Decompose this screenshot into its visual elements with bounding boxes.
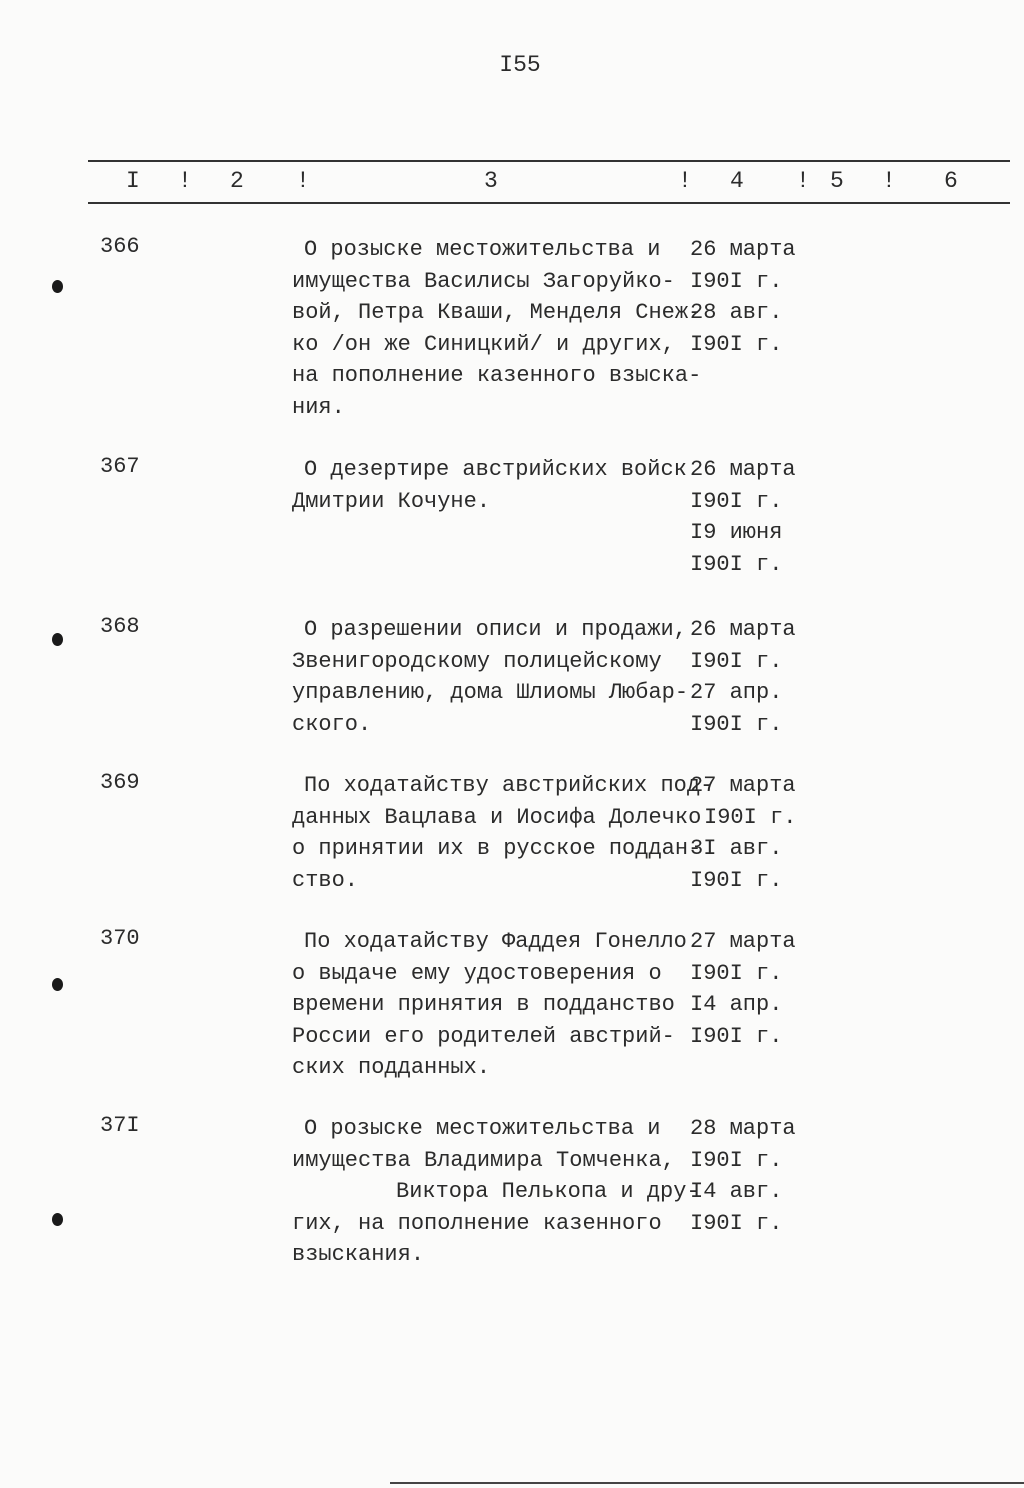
description-line: имущества Василисы Загоруйко- (292, 268, 675, 294)
description-line: О розыске местожительства и (304, 1116, 661, 1141)
date-line: I90I г. (690, 711, 783, 737)
date-line: I90I г. (704, 804, 797, 830)
description-line: данных Вацлава и Иосифа Долечко (292, 804, 702, 830)
description-line: ство. (292, 867, 359, 893)
column-separator: ! (296, 168, 310, 194)
bottom-edge-line (390, 1482, 1024, 1484)
entry-dates (690, 926, 820, 1052)
date-line: 28 авг. (690, 300, 783, 326)
column-separator: ! (796, 168, 810, 194)
description-line: ского. (292, 711, 372, 737)
date-line: I90I г. (690, 551, 783, 577)
date-line: 27 апр. (690, 680, 783, 706)
description-line: О разрешении описи и продажи, (304, 617, 687, 642)
date-line: 3I авг. (690, 836, 783, 862)
column-header-3: 3 (484, 168, 498, 194)
date-line: 28 марта (690, 1116, 796, 1141)
date-line: I4 авг. (690, 1179, 783, 1205)
entry-number: 367 (100, 454, 140, 479)
description-line: ния. (292, 394, 345, 420)
date-line: I90I г. (690, 1210, 783, 1236)
description-line: Дмитрии Кочуне. (292, 488, 491, 514)
column-separator: ! (882, 168, 896, 194)
description-line: О розыске местожительства и (304, 237, 661, 262)
page-number: I55 (499, 52, 541, 78)
date-line: 27 марта (690, 773, 796, 798)
entry-description (292, 770, 714, 896)
punch-hole (52, 978, 63, 991)
description-line: вой, Петра Кваши, Менделя Снеж- (292, 300, 702, 326)
description-line: гих, на пополнение казенного (292, 1210, 662, 1236)
entry-description (292, 926, 692, 1084)
punch-hole (52, 633, 63, 646)
entry-number: 370 (100, 926, 140, 951)
description-line: О дезертире австрийских войск (304, 457, 687, 482)
entry-dates (690, 770, 820, 896)
entry-description (292, 234, 702, 424)
description-line: управлению, дома Шлиомы Любар- (292, 680, 689, 706)
date-line: I90I г. (690, 1023, 783, 1049)
description-line: России его родителей австрий- (292, 1023, 675, 1049)
date-line: I90I г. (690, 1147, 783, 1173)
column-header-1: I (126, 168, 140, 194)
header-top-rule (88, 160, 1010, 162)
punch-hole (52, 1213, 63, 1226)
description-line: ко /он же Синицкий/ и других, (292, 331, 675, 357)
date-line: 26 марта (690, 457, 796, 482)
description-line: Виктора Пелькопа и дру- (396, 1179, 700, 1205)
description-line: имущества Владимира Томченка, (292, 1147, 675, 1173)
entry-description (292, 454, 692, 517)
date-line: I90I г. (690, 867, 783, 893)
entry-description (292, 614, 692, 740)
date-line: 26 марта (690, 237, 796, 262)
description-line: По ходатайству австрийских под- (304, 773, 714, 798)
column-separator: ! (178, 168, 192, 194)
date-line: I4 апр. (690, 992, 783, 1018)
date-line: I9 июня (690, 520, 783, 546)
entry-dates (690, 614, 820, 740)
entry-number: 366 (100, 234, 140, 259)
entry-description (292, 1113, 700, 1271)
description-line: взыскания. (292, 1242, 425, 1268)
date-line: 27 марта (690, 929, 796, 954)
description-line: о выдаче ему удостоверения о (292, 960, 662, 986)
column-separator: ! (678, 168, 692, 194)
column-header-6: 6 (944, 168, 958, 194)
date-line: I90I г. (690, 331, 783, 357)
entry-number: 369 (100, 770, 140, 795)
column-header-2: 2 (230, 168, 244, 194)
date-line: 26 марта (690, 617, 796, 642)
description-line: Звенигородскому полицейскому (292, 648, 662, 674)
description-line: По ходатайству Фаддея Гонелло (304, 929, 687, 954)
entry-dates (690, 1113, 820, 1239)
entry-dates (690, 234, 820, 360)
entry-number: 37I (100, 1113, 140, 1138)
description-line: ских подданных. (292, 1055, 491, 1081)
date-line: I90I г. (690, 648, 783, 674)
date-line: I90I г. (690, 488, 783, 514)
description-line: о принятии их в русское поддан- (292, 836, 702, 862)
entry-dates (690, 454, 820, 580)
header-bottom-rule (88, 202, 1010, 204)
description-line: времени принятия в подданство (292, 992, 675, 1018)
date-line: I90I г. (690, 268, 783, 294)
column-header-5: 5 (830, 168, 844, 194)
column-header-4: 4 (730, 168, 744, 194)
date-line: I90I г. (690, 960, 783, 986)
punch-hole (52, 280, 63, 293)
description-line: на пополнение казенного взыска- (292, 363, 702, 389)
entry-number: 368 (100, 614, 140, 639)
table-header (0, 168, 1024, 198)
